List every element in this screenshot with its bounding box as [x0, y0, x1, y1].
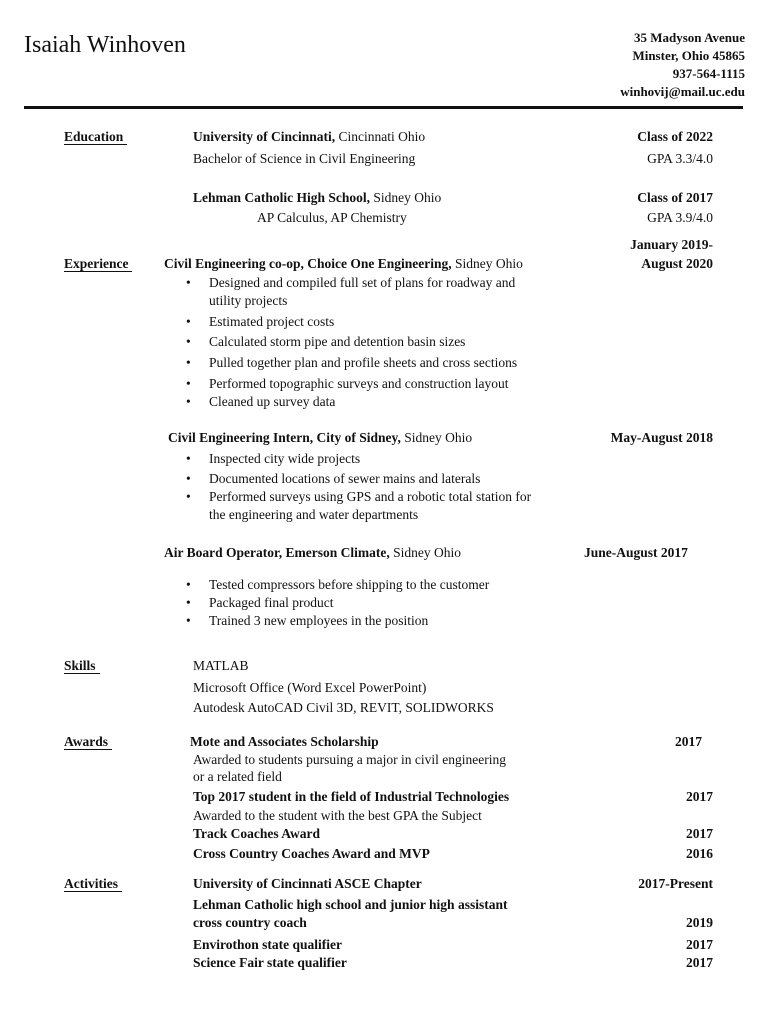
email[interactable]: winhovij@mail.uc.edu — [620, 84, 745, 99]
activity-year: 2017 — [686, 955, 713, 970]
award-title: Mote and Associates Scholarship — [190, 734, 379, 749]
job1-title: Civil Engineering co-op, Choice One Engineering, Sidney Ohio — [164, 256, 523, 271]
skill-item: Autodesk AutoCAD Civil 3D, REVIT, SOLIDWORKS — [193, 700, 494, 715]
job3-title: Air Board Operator, Emerson Climate, Sidney Ohio — [164, 545, 461, 560]
address-line-1: 35 Madyson Avenue — [634, 30, 745, 45]
activity-year: 2017-Present — [638, 876, 713, 891]
list-item: • Pulled together plan and profile sheets and cross sections — [186, 354, 517, 372]
job1-date-end: August 2020 — [641, 256, 713, 271]
list-item: • Performed topographic surveys and construction layout — [186, 375, 509, 393]
list-item: • Tested compressors before shipping to the customer — [186, 576, 489, 594]
activity-title: Science Fair state qualifier — [193, 955, 347, 970]
section-skills-heading: Skills — [64, 658, 100, 674]
education-uc-gpa: GPA 3.3/4.0 — [647, 151, 713, 166]
skill-item: MATLAB — [193, 658, 249, 673]
section-activities-heading: Activities — [64, 876, 122, 892]
activity-title: University of Cincinnati ASCE Chapter — [193, 876, 422, 891]
award-title: Cross Country Coaches Award and MVP — [193, 846, 430, 861]
list-item: • Calculated storm pipe and detention basin sizes — [186, 333, 465, 351]
activity-year: 2019 — [686, 915, 713, 930]
education-lc-school: Lehman Catholic High School, Sidney Ohio — [193, 190, 442, 205]
skill-item: Microsoft Office (Word Excel PowerPoint) — [193, 680, 427, 695]
job2-date: May-August 2018 — [610, 430, 713, 445]
award-description: Awarded to students pursuing a major in civil engineering — [193, 752, 506, 767]
education-uc-date: Class of 2022 — [637, 129, 713, 144]
section-experience-heading: Experience — [64, 256, 132, 272]
section-education-heading: Education — [64, 129, 127, 145]
section-awards-heading: Awards — [64, 734, 112, 750]
address-line-2: Minster, Ohio 45865 — [632, 48, 745, 63]
resume-name: Isaiah Winhoven — [24, 32, 186, 58]
contact-block — [620, 29, 745, 101]
award-title: Track Coaches Award — [193, 826, 320, 841]
activity-year: 2017 — [686, 937, 713, 952]
list-item: • Performed surveys using GPS and a robotic total station for the engineering and water departments — [186, 488, 531, 524]
education-lc-courses: AP Calculus, AP Chemistry — [257, 210, 407, 225]
header-divider — [24, 106, 743, 109]
education-uc-school: University of Cincinnati, Cincinnati Ohio — [193, 129, 426, 144]
list-item: • Trained 3 new employees in the position — [186, 612, 428, 630]
list-item: • Designed and compiled full set of plans for roadway and utility projects — [186, 274, 515, 310]
activity-title: cross country coach — [193, 915, 307, 930]
award-description: Awarded to the student with the best GPA the Subject — [193, 808, 482, 823]
list-item: • Inspected city wide projects — [186, 450, 360, 468]
education-lc-gpa: GPA 3.9/4.0 — [647, 210, 713, 225]
award-year: 2017 — [686, 826, 713, 841]
job3-date: June-August 2017 — [584, 545, 688, 560]
activity-title: Lehman Catholic high school and junior high assistant — [193, 897, 508, 912]
award-year: 2017 — [686, 789, 713, 804]
job2-title: Civil Engineering Intern, City of Sidney, Sidney Ohio — [168, 430, 473, 445]
award-description: or a related field — [193, 769, 282, 784]
list-item: • Packaged final product — [186, 594, 333, 612]
list-item: • Estimated project costs — [186, 313, 334, 331]
job1-date-start: January 2019- — [630, 237, 713, 252]
education-lc-date: Class of 2017 — [637, 190, 713, 205]
phone: 937-564-1115 — [672, 66, 745, 81]
award-year: 2016 — [686, 846, 713, 861]
list-item: • Documented locations of sewer mains and laterals — [186, 470, 480, 488]
award-title: Top 2017 student in the field of Industrial Technologies — [193, 789, 510, 804]
award-year: 2017 — [675, 734, 702, 749]
activity-title: Envirothon state qualifier — [193, 937, 343, 952]
list-item: • Cleaned up survey data — [186, 393, 335, 411]
education-uc-degree: Bachelor of Science in Civil Engineering — [193, 151, 416, 166]
